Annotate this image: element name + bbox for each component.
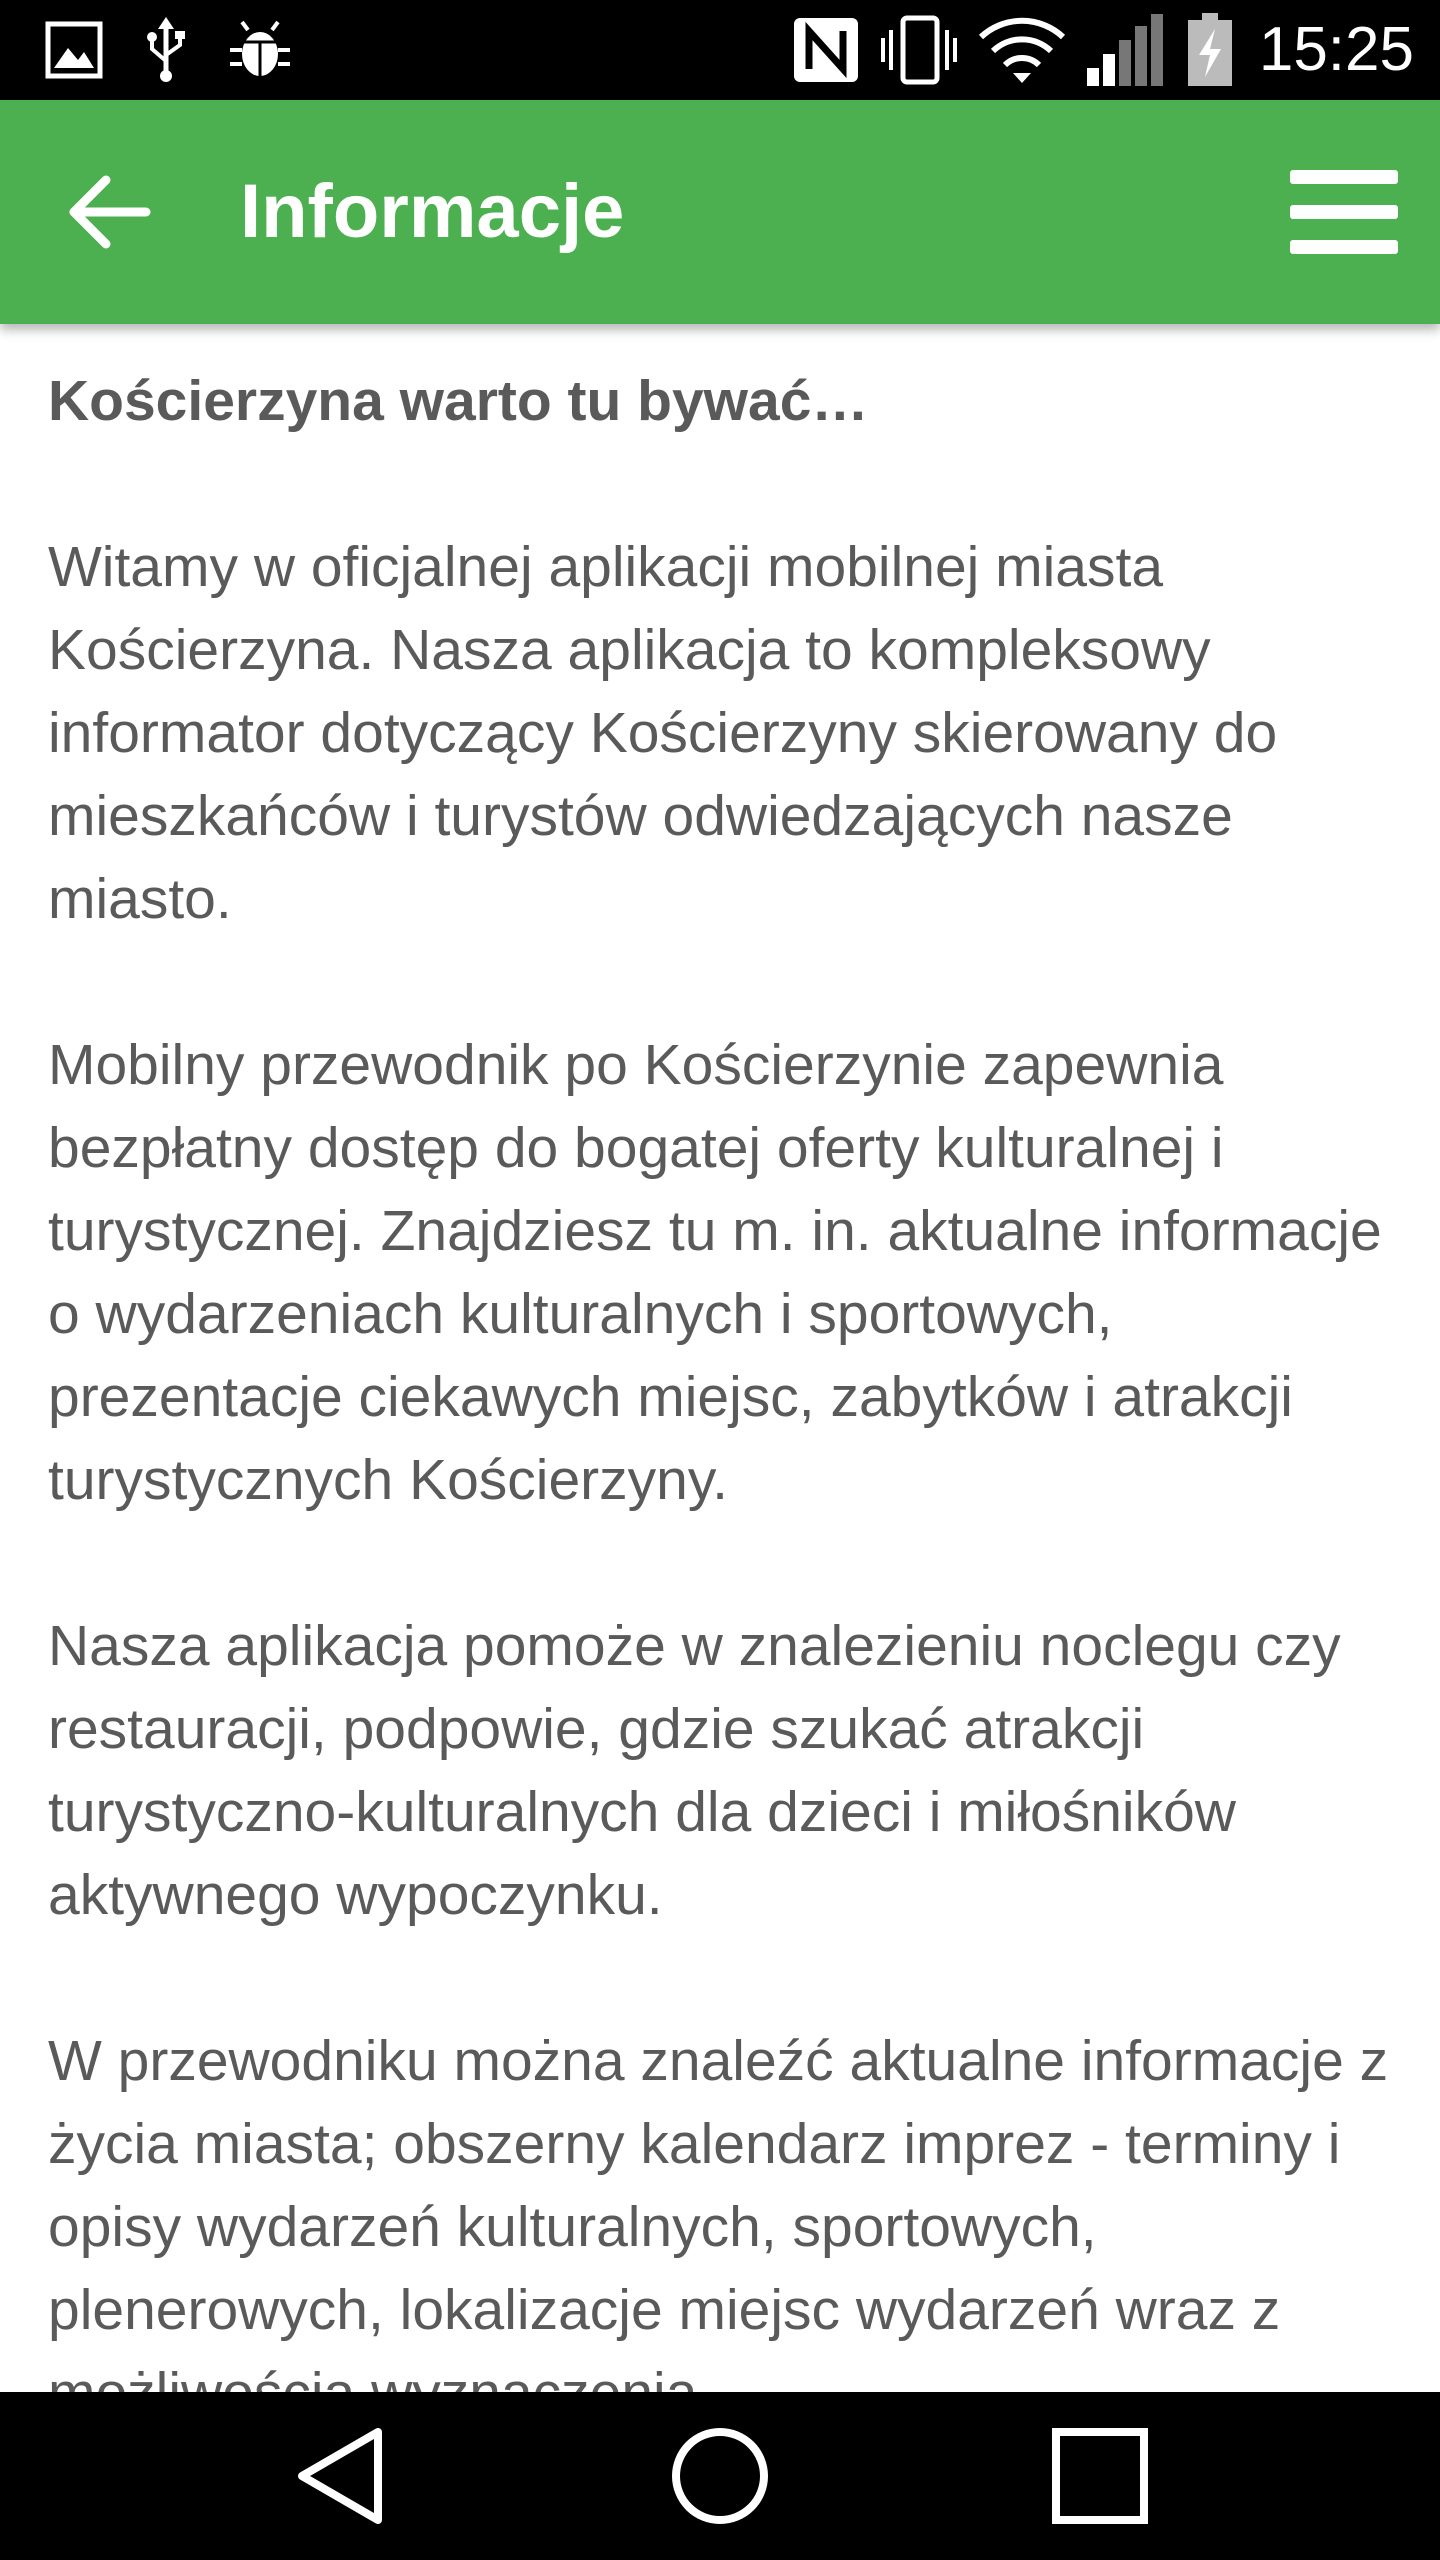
status-bar-notifications: [44, 18, 292, 82]
page-title: Informacje: [240, 169, 625, 254]
article: [0, 324, 1440, 2435]
nav-recents-button[interactable]: [1020, 2412, 1180, 2540]
arrow-left-icon: [66, 174, 150, 250]
wifi-icon: [977, 15, 1067, 85]
nav-recents-icon: [1050, 2426, 1150, 2526]
hamburger-menu-icon: [1290, 170, 1398, 254]
status-bar: [0, 0, 1440, 100]
article-paragraph: Witamy w oficjalnej aplikacji mobilnej miasta Kościerzyna. Nasza aplikacja to kompleksowy informator dotyczący Kościerzyny skierowany do mieszkańców i turystów odwiedzających nasze miasto.: [48, 535, 1278, 931]
usb-icon: [144, 17, 188, 83]
status-bar-system: [791, 10, 1414, 90]
article-heading: Kościerzyna warto tu bywać…: [48, 369, 869, 433]
battery-charging-icon: [1185, 11, 1235, 89]
back-button[interactable]: [56, 162, 160, 262]
content-scroll-area[interactable]: [0, 324, 1440, 2392]
article-paragraph: Mobilny przewodnik po Kościerzynie zapewnia bezpłatny dostęp do bogatej oferty kulturalnej i turystycznej. Znajdziesz tu m. in. aktualne informacje o wydarzeniach kulturalnych i sportowych, prezentacje ciekawych miejsc, zabytków i atrakcji turystycznych Kościerzyny.: [48, 1033, 1382, 1512]
app-bar: [0, 100, 1440, 324]
navigation-bar: [0, 2392, 1440, 2560]
article-paragraph: Nasza aplikacja pomoże w znalezieniu noclegu czy restauracji, podpowie, gdzie szukać atrakcji turystyczno-kulturalnych dla dzieci i miłośników aktywnego wypoczynku.: [48, 1614, 1341, 1927]
android-debug-icon: [228, 20, 292, 80]
signal-icon: [1085, 12, 1167, 88]
nav-home-button[interactable]: [640, 2412, 800, 2540]
nav-home-icon: [668, 2424, 772, 2528]
nav-back-button[interactable]: [260, 2412, 420, 2540]
nfc-icon: [791, 15, 861, 85]
vibrate-icon: [879, 14, 959, 86]
menu-button[interactable]: [1284, 160, 1404, 264]
article-paragraph: W przewodniku można znaleźć aktualne informacje z życia miasta; obszerny kalendarz imprez - terminy i opisy wydarzeń kulturalnych, sportowych, plenerowych, lokalizacje miejsc wydarzeń wraz z: [48, 2029, 1389, 2342]
nav-back-icon: [292, 2424, 388, 2528]
image-icon: [44, 20, 104, 80]
status-time: 15:25: [1258, 15, 1414, 84]
